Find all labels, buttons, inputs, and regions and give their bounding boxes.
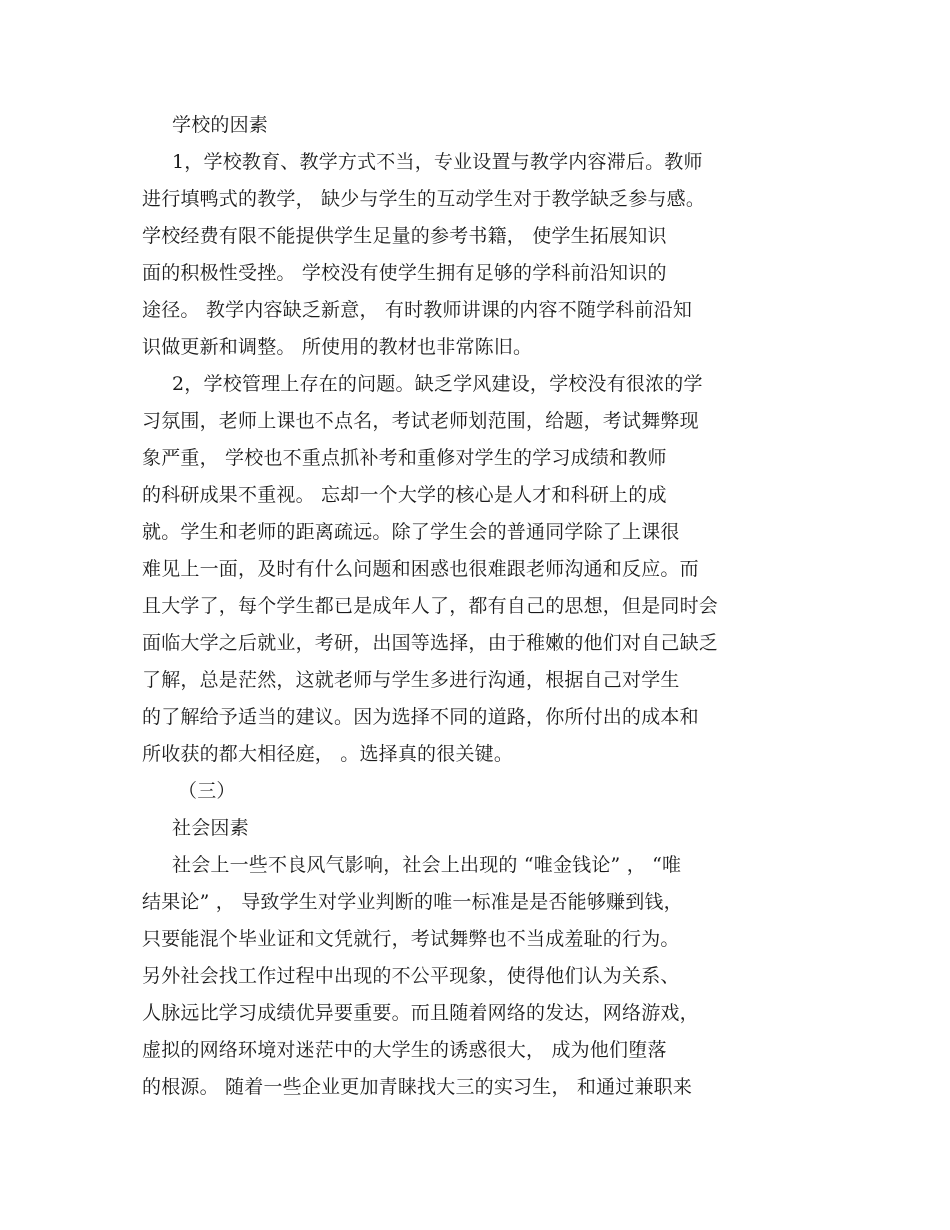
paragraph-line: 面临大学之后就业，考研，出国等选择，由于稚嫩的他们对自己缺乏 [142, 632, 719, 654]
paragraph-line: 的科研成果不重视。 忘却一个大学的核心是人才和科研上的成 [142, 484, 667, 506]
heading-social-factors: 社会因素 [172, 817, 249, 839]
paragraph-line: 进行填鸭式的教学， 缺少与学生的互动学生对于教学缺乏参与感。 [142, 188, 706, 210]
paragraph-line: 了解，总是茫然，这就老师与学生多进行沟通，根据自己对学生 [142, 669, 680, 691]
paragraph-line: 所收获的都大相径庭， 。选择真的很关键。 [142, 743, 514, 765]
heading-school-factors: 学校的因素 [172, 114, 269, 136]
paragraph-line: 虚拟的网络环境对迷茫中的大学生的诱惑很大， 成为他们堕落 [142, 1039, 667, 1061]
section-number: （三） [178, 780, 236, 802]
paragraph-line: 学校经费有限不能提供学生足量的参考书籍， 使学生拓展知识 [142, 225, 667, 247]
paragraph-line: 难见上一面，及时有什么问题和困惑也很难跟老师沟通和反应。而 [142, 558, 699, 580]
paragraph-line: 的了解给予适当的建议。因为选择不同的道路，你所付出的成本和 [142, 706, 699, 728]
paragraph-line: 识做更新和调整。 所使用的教材也非常陈旧。 [142, 336, 533, 358]
paragraph-line: 另外社会找工作过程中出现的不公平现象，使得他们认为关系、 [142, 965, 680, 987]
paragraph-line: 社会上一些不良风气影响，社会上出现的 “唯金钱论” ， “唯 [172, 854, 682, 876]
paragraph-line: 象严重， 学校也不重点抓补考和重修对学生的学习成绩和教师 [142, 447, 667, 469]
paragraph-line: 的根源。 随着一些企业更加青睐找大三的实习生， 和通过兼职来 [142, 1076, 693, 1098]
paragraph-line: 人脉远比学习成绩优异要重要。而且随着网络的发达，网络游戏， [142, 1002, 699, 1024]
paragraph-line: 且大学了，每个学生都已是成年人了，都有自己的思想，但是同时会 [142, 595, 719, 617]
paragraph-line: 面的积极性受挫。 学校没有使学生拥有足够的学科前沿知识的 [142, 262, 667, 284]
paragraph-line: 途径。 教学内容缺乏新意， 有时教师讲课的内容不随学科前沿知 [142, 299, 693, 321]
paragraph-line: 2，学校管理上存在的问题。缺乏学风建设，学校没有很浓的学 [172, 373, 703, 395]
paragraph-line: 就。学生和老师的距离疏远。除了学生会的普通同学除了上课很 [142, 521, 680, 543]
paragraph-line: 结果论” ， 导致学生对学业判断的唯一标准是是否能够赚到钱， [142, 891, 683, 913]
paragraph-line: 1，学校教育、教学方式不当，专业设置与教学内容滞后。教师 [172, 151, 703, 173]
paragraph-line: 习氛围，老师上课也不点名，考试老师划范围，给题，考试舞弊现 [142, 410, 699, 432]
paragraph-line: 只要能混个毕业证和文凭就行，考试舞弊也不当成羞耻的行为。 [142, 928, 680, 950]
